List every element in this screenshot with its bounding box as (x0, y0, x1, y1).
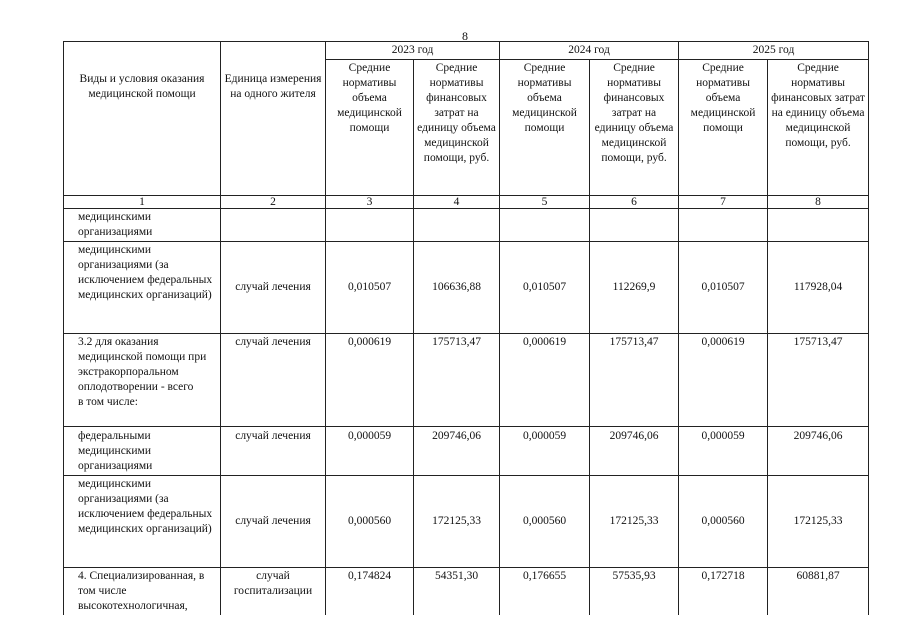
header-cost-2023: Средние нормативы финансовых затрат на единицу объема медицинской помощи, руб. (414, 60, 500, 196)
row-value: 106636,88 (414, 242, 500, 334)
table-row (64, 334, 869, 410)
row-name-sub: в том числе: (78, 396, 138, 408)
header-cost-2024: Средние нормативы финансовых затрат на единицу объема медицинской помощи, руб. (590, 60, 679, 196)
header-unit: Единица измерения на одного жителя (221, 42, 326, 196)
row-unit: случай лечения (221, 476, 326, 568)
table-row (64, 568, 869, 616)
row-name: медицинскими организациями (64, 209, 221, 242)
row-value: 117928,04 (768, 242, 869, 334)
row-value: 0,172718 (679, 568, 768, 616)
row-value: 0,010507 (679, 242, 768, 334)
row-value: 175713,47 (590, 334, 679, 427)
row-value: 0,000619 (326, 334, 414, 427)
row-value: 172125,33 (590, 476, 679, 568)
row-unit (221, 209, 326, 242)
row-unit: случай лечения (221, 242, 326, 334)
header-volume-2023: Средние нормативы объема медицинской помощи (326, 60, 414, 196)
row-value: 0,000560 (500, 476, 590, 568)
col-number: 6 (590, 196, 679, 209)
header-volume-2025: Средние нормативы объема медицинской помощи (679, 60, 768, 196)
table-row (64, 476, 869, 568)
row-value (590, 209, 679, 242)
row-value: 0,000059 (500, 427, 590, 476)
row-unit: случай лечения (221, 334, 326, 427)
col-number: 1 (64, 196, 221, 209)
header-year-2025: 2025 год (679, 42, 869, 60)
row-value: 0,000619 (500, 334, 590, 427)
header-cost-2025: Средние нормативы финансовых затрат на единицу объема медицинской помощи, руб. (768, 60, 869, 196)
norms-table (63, 41, 869, 615)
row-value (500, 209, 590, 242)
col-number: 8 (768, 196, 869, 209)
row-value (679, 209, 768, 242)
col-number: 3 (326, 196, 414, 209)
row-value: 0,000560 (679, 476, 768, 568)
row-value: 0,000619 (679, 334, 768, 427)
header-year-2023: 2023 год (326, 42, 500, 60)
row-value: 0,000560 (326, 476, 414, 568)
row-value (326, 209, 414, 242)
row-value: 175713,47 (414, 334, 500, 427)
col-number: 5 (500, 196, 590, 209)
row-name: 4. Специализированная, в том числе высокотехнологичная, (64, 568, 221, 616)
col-number: 7 (679, 196, 768, 209)
row-value: 0,010507 (326, 242, 414, 334)
row-value: 0,000059 (679, 427, 768, 476)
row-value: 57535,93 (590, 568, 679, 616)
table-row (64, 242, 869, 334)
row-value: 54351,30 (414, 568, 500, 616)
row-value (768, 209, 869, 242)
header-care-type: Виды и условия оказания медицинской помощи (64, 42, 221, 196)
row-value: 172125,33 (768, 476, 869, 568)
header-volume-2024: Средние нормативы объема медицинской помощи (500, 60, 590, 196)
row-name: медицинскими организациями (за исключением федеральных медицинских организаций) (64, 242, 221, 334)
table-row (64, 427, 869, 476)
row-value: 0,176655 (500, 568, 590, 616)
row-value: 209746,06 (414, 427, 500, 476)
row-value (414, 209, 500, 242)
row-value: 209746,06 (768, 427, 869, 476)
row-unit: случай госпитализации (221, 568, 326, 616)
row-name: федеральными медицинскими организациями (64, 427, 221, 476)
row-value: 175713,47 (768, 334, 869, 427)
row-value: 209746,06 (590, 427, 679, 476)
row-value: 60881,87 (768, 568, 869, 616)
row-value: 112269,9 (590, 242, 679, 334)
row-value: 0,174824 (326, 568, 414, 616)
row-name-main: 3.2 для оказания медицинской помощи при экстракорпоральном оплодотворении - всего (78, 336, 207, 393)
row-value: 172125,33 (414, 476, 500, 568)
row-name: медицинскими организациями (за исключением федеральных медицинских организаций) (64, 476, 221, 568)
table-row (64, 209, 869, 242)
page-number: 8 (462, 29, 468, 43)
row-unit: случай лечения (221, 427, 326, 476)
header-year-2024: 2024 год (500, 42, 679, 60)
col-number: 4 (414, 196, 500, 209)
row-value: 0,010507 (500, 242, 590, 334)
row-value: 0,000059 (326, 427, 414, 476)
col-number: 2 (221, 196, 326, 209)
row-name (64, 334, 221, 427)
